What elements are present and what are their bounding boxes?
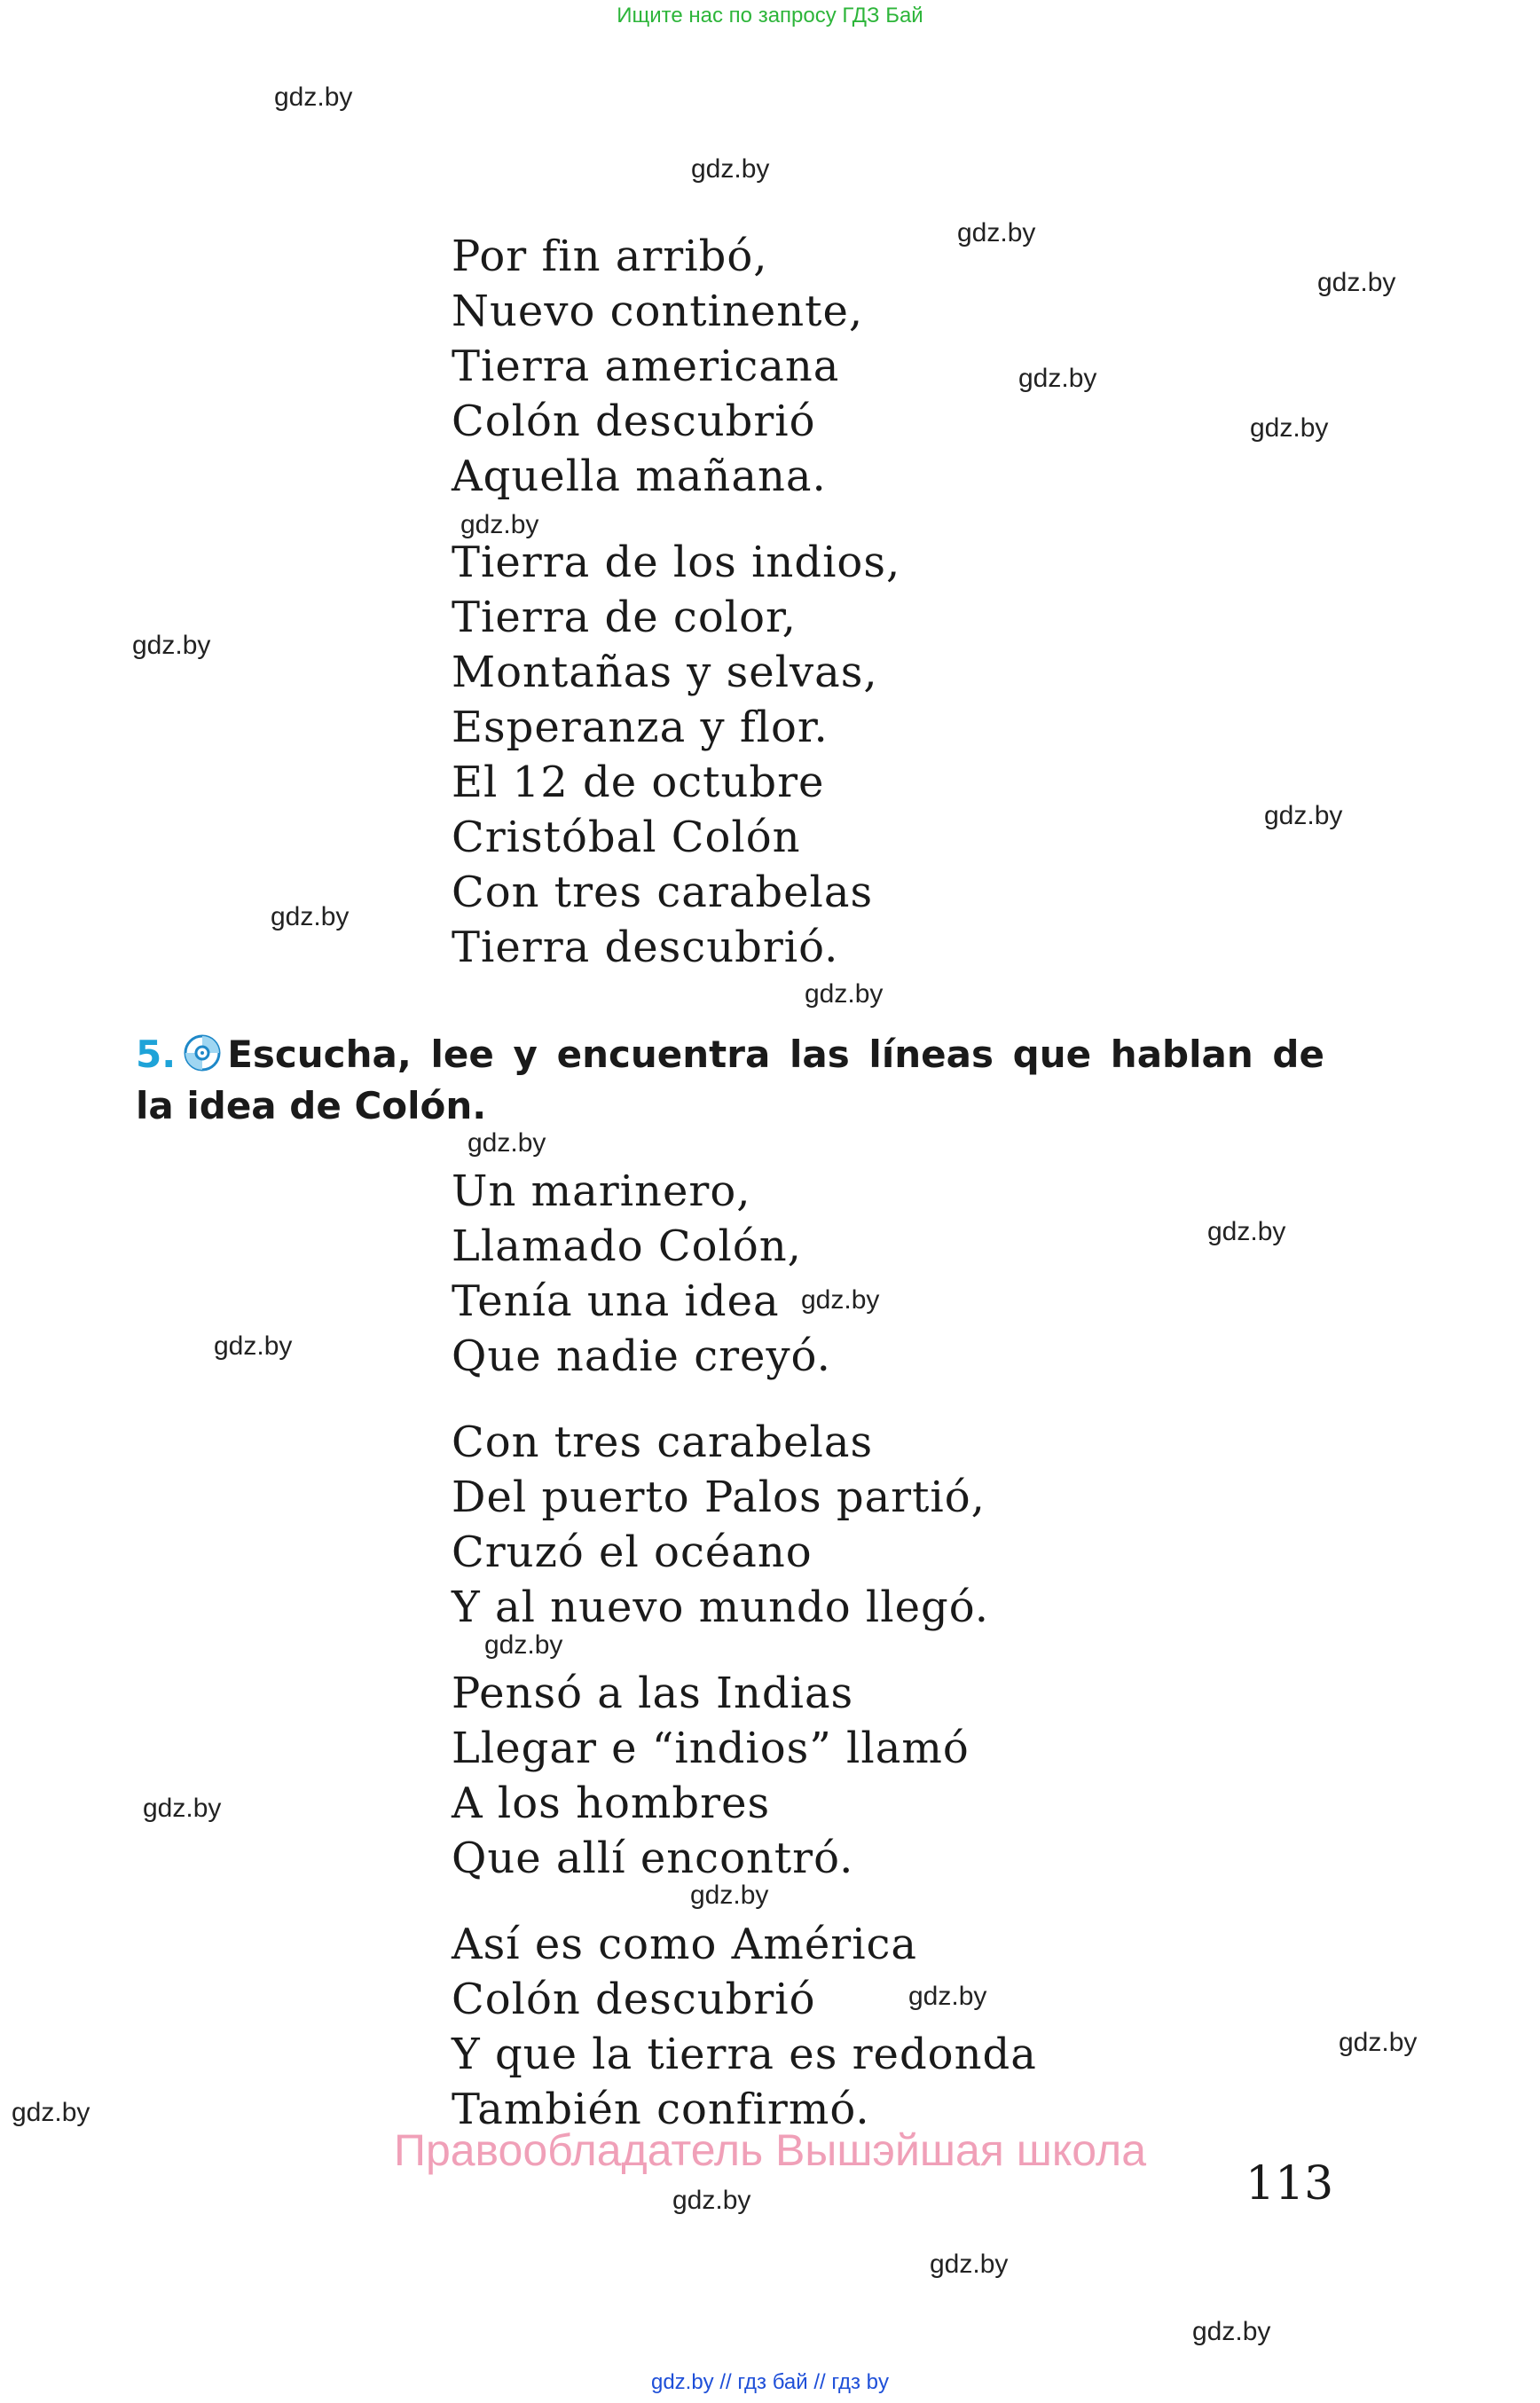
watermark: gdz.by — [1207, 1217, 1286, 1246]
watermark: gdz.by — [460, 510, 539, 539]
watermark: gdz.by — [805, 979, 884, 1009]
poem-line: Aquella mañana. — [452, 452, 827, 501]
watermark: gdz.by — [930, 2250, 1009, 2279]
exercise-heading — [136, 1029, 1324, 1132]
poem-line: Colón descubrió — [452, 1975, 816, 2024]
poem-line: Tierra de los indios, — [452, 538, 901, 587]
poem-line: Tierra americana — [452, 342, 840, 391]
poem-line: Pensó a las Indias — [452, 1669, 854, 1718]
watermark: gdz.by — [908, 1982, 987, 2011]
poem-line: Y al nuevo mundo llegó. — [452, 1582, 990, 1632]
stanza-gap — [452, 1384, 1037, 1415]
poem-line: Llegar e “indios” llamó — [452, 1724, 970, 1773]
audio-disc-icon[interactable] — [183, 1033, 222, 1072]
page-number: 113 — [1245, 2157, 1334, 2211]
poem-line: Colón descubrió — [452, 397, 816, 446]
poem-line: Con tres carabelas — [452, 868, 874, 917]
stanza-gap — [452, 1886, 1037, 1917]
poem-line: Así es como América — [452, 1920, 918, 1969]
poem-line: Y que la tierra es redonda — [452, 2030, 1037, 2079]
poem-line: Cruzó el océano — [452, 1527, 813, 1577]
top-banner[interactable]: Ищите нас по запросу ГДЗ Бай — [617, 4, 923, 27]
poem-part-2 — [452, 1164, 1037, 2137]
watermark: gdz.by — [132, 631, 211, 660]
poem-line: Con tres carabelas — [452, 1417, 874, 1467]
poem-line: Un marinero, — [452, 1166, 751, 1216]
poem-line: A los hombres — [452, 1779, 771, 1828]
poem-line: El 12 de octubre — [452, 758, 825, 807]
poem-line: Que nadie creyó. — [452, 1331, 831, 1381]
poem-line: Tenía una idea — [452, 1276, 780, 1326]
poem-line: Tierra descubrió. — [452, 923, 839, 972]
stanza-gap — [452, 1635, 1037, 1666]
exercise-number: 5. — [136, 1033, 177, 1076]
watermark: gdz.by — [801, 1285, 880, 1315]
poem-line: También confirmó. — [452, 2085, 870, 2134]
watermark: gdz.by — [468, 1128, 546, 1158]
exercise-instruction: Escucha, lee y encuentra las líneas que hablan de la idea de Colón. — [136, 1033, 1324, 1127]
poem-line: Del puerto Palos partió, — [452, 1472, 986, 1522]
watermark: gdz.by — [957, 218, 1036, 247]
watermark: gdz.by — [143, 1794, 222, 1823]
watermark: gdz.by — [12, 2098, 90, 2127]
watermark: gdz.by — [691, 154, 770, 184]
poem-part-1 — [452, 229, 900, 975]
poem-line: Que allí encontró. — [452, 1834, 854, 1883]
poem-line: Montañas y selvas, — [452, 648, 878, 697]
copyright-notice: Правообладатель Вышэйшая школа — [394, 2125, 1146, 2175]
watermark: gdz.by — [274, 82, 353, 112]
watermark: gdz.by — [1317, 268, 1396, 297]
poem-line: Esperanza y flor. — [452, 703, 829, 752]
poem-line: Tierra de color, — [452, 593, 797, 642]
poem-line: Llamado Colón, — [452, 1221, 802, 1271]
watermark: gdz.by — [672, 2186, 751, 2215]
watermark: gdz.by — [690, 1881, 769, 1910]
poem-line: Por fin arribó, — [452, 232, 768, 281]
watermark: gdz.by — [1339, 2028, 1418, 2057]
stanza-gap — [452, 504, 900, 535]
poem-line: Nuevo continente, — [452, 287, 864, 336]
watermark: gdz.by — [1192, 2317, 1271, 2346]
footer-links[interactable]: gdz.by // гдз бай // гдз by — [650, 2370, 890, 2394]
poem-line: Cristóbal Colón — [452, 813, 801, 862]
watermark: gdz.by — [1018, 364, 1097, 393]
watermark: gdz.by — [271, 902, 350, 931]
watermark: gdz.by — [214, 1331, 293, 1361]
watermark: gdz.by — [1264, 801, 1343, 830]
watermark: gdz.by — [1250, 413, 1329, 443]
watermark: gdz.by — [484, 1630, 563, 1660]
